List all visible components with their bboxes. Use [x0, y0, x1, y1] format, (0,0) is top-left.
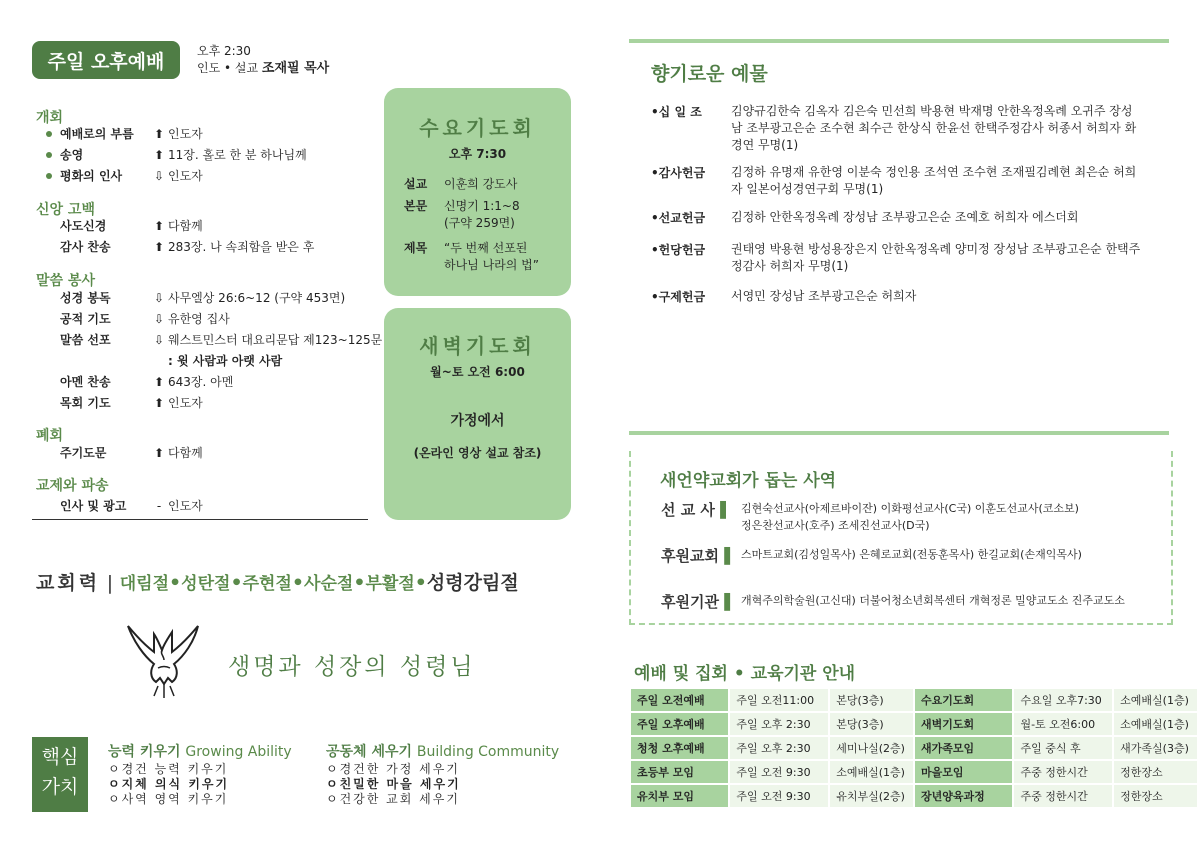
value-col1-title: 능력 키우기 Growing Ability: [108, 744, 292, 760]
bullet: [46, 173, 52, 179]
order-item: 공적 기도 ⇩ 유한영 집사: [60, 311, 230, 326]
order-item: 말씀 선포 ⇩ 웨스트민스터 대요리문답 제123~125문: [60, 332, 383, 347]
wednesday-row: 제목 “두 번째 선포된: [404, 241, 528, 255]
lead-name: 조재필 목사: [261, 61, 330, 76]
wednesday-row: (구약 259면): [444, 216, 515, 230]
mission-row: 후원교회 ▌ 스마트교회(김성일목사) 은혜로교회(전동훈목사) 한길교회(손재익목사): [661, 547, 1082, 565]
divider: [629, 431, 1169, 435]
mission-row: 후원기관 ▌ 개혁주의학술원(고신대) 더불어청소년회복센터 개혁정론 밀양교도소 진주교도소: [661, 593, 1125, 611]
offerings-title: 향기로운 예물: [651, 63, 768, 85]
value-col2-title: 공동체 세우기 Building Community: [326, 744, 560, 760]
calendar-label: 교회력: [36, 572, 101, 594]
order-item: 성경 봉독 ⇩ 사무엘상 26:6~12 (구약 453면): [60, 290, 346, 305]
offering-row: •구제헌금 서영민 장성남 조부광고은순 허희자: [651, 289, 917, 304]
divider: [32, 519, 368, 520]
section-closing: 폐회: [36, 428, 64, 444]
offering-row: •헌당헌금 권태영 박용현 방성용장은지 안한옥정옥례 양미정 장성남 조부광고은순 한택주 정감사 허희자 무명(1): [651, 242, 1141, 273]
core-values-badge: 핵심 가치: [32, 737, 88, 812]
service-time: 오후 2:30: [197, 44, 251, 58]
offering-row: •선교헌금 김정하 안한옥정옥례 장성남 조부광고은순 조예호 허희자 에스더회: [651, 210, 1079, 225]
dawn-place: 가정에서: [450, 413, 505, 429]
bullet: [46, 131, 52, 137]
wednesday-row: 하나님 나라의 법”: [444, 258, 539, 272]
wednesday-time: 오후 7:30: [448, 147, 507, 161]
schedule-table: [629, 687, 1199, 809]
order-item: 평화의 인사 ⇩ 인도자: [60, 168, 203, 183]
motto: 생명과 성장의 성령님: [228, 654, 476, 680]
table-row: 주일 오후예배 주일 오후 2:30 본당(3층) 새벽기도회 월-토 오전6:00 소예배실(1층): [631, 713, 1197, 735]
table-row: 청청 오후예배 주일 오후 2:30 세미나실(2층) 새가족모임 주일 중식 후 새가족실(3층): [631, 737, 1197, 759]
order-item: 송영 ⬆ 11장. 홀로 한 분 하나님께: [60, 147, 307, 162]
value-col2-items: ㅇ경건한 가정 세우기 ㅇ친밀한 마을 세우기 ㅇ건강한 교회 세우기: [326, 762, 461, 806]
order-item: 사도신경 ⬆ 다함께: [60, 218, 203, 233]
order-item: 목회 기도 ⬆ 인도자: [60, 395, 203, 410]
schedule-title: 예배 및 집회 • 교육기관 안내: [634, 664, 856, 684]
section-word: 말씀 봉사: [36, 273, 95, 289]
wednesday-row: 본문 신명기 1:1~8: [404, 199, 520, 213]
order-item: 인사 및 광고 - 인도자: [60, 498, 203, 513]
order-item: 감사 찬송 ⬆ 283장. 나 속죄함을 받은 후: [60, 239, 315, 254]
section-confession: 신앙 고백: [36, 202, 95, 218]
offering-row: •감사헌금 김정하 유명재 유한영 이분숙 정인용 조석연 조수현 조재필김례현 최은순 허희자 일본어성경연구회 무명(1): [651, 165, 1137, 196]
church-calendar: 교회력 | 대림절•성탄절•주현절•사순절•부활절•성령강림절: [36, 572, 519, 594]
dove-icon: [124, 620, 204, 702]
lead-prefix: 인도 • 설교: [197, 61, 259, 75]
afternoon-service-info: [197, 43, 329, 77]
table-row: 유치부 모임 주일 오전 9:30 유치부실(2층) 장년양육과정 주중 정한시간 정한장소: [631, 785, 1197, 807]
current-season: 성령강림절: [426, 572, 519, 594]
mission-row: 선 교 사 ▌ 김현숙선교사(아제르바이잔) 이화평선교사(C국) 이훈도선교사(코소보) 정은찬선교사(호주) 조세진선교사(D국): [661, 501, 1079, 532]
table-row: 초등부 모임 주일 오전 9:30 소예배실(1층) 마을모임 주중 정한시간 정한장소: [631, 761, 1197, 783]
section-opening: 개회: [36, 110, 64, 126]
divider: [629, 39, 1169, 43]
missions-title: 새언약교회가 돕는 사역: [660, 471, 837, 491]
order-item: 주기도문 ⬆ 다함께: [60, 445, 203, 460]
order-item: 예배로의 부름 ⬆ 인도자: [60, 126, 203, 141]
dawn-title: 새벽기도회: [419, 334, 536, 358]
order-item-subtitle: : 윗 사람과 아랫 사람: [168, 354, 283, 368]
dawn-prayer-box: [384, 308, 571, 520]
dawn-note: (온라인 영상 설교 참조): [413, 446, 542, 460]
offering-row: •십 일 조 김양규김한숙 김옥자 김은숙 민선희 박용현 박재명 안한옥정옥례 오귀주 장성남 조부광고은순 조수현 최수근 한상식 한윤선 한택주정감사 허종서 허희자 화경연 무명(1): [651, 104, 1137, 152]
dawn-time: 월~토 오전 6:00: [430, 365, 525, 379]
wednesday-title: 수요기도회: [419, 116, 536, 140]
value-col1-items: ㅇ경건 능력 키우기 ㅇ지체 의식 키우기 ㅇ사역 영역 키우기: [108, 762, 230, 806]
bullet: [46, 152, 52, 158]
wednesday-prayer-box: [384, 88, 571, 296]
table-row: 주일 오전예배 주일 오전11:00 본당(3층) 수요기도회 수요일 오후7:30 소예배실(1층): [631, 689, 1197, 711]
afternoon-service-title: 주일 오후예배: [32, 41, 180, 79]
wednesday-row: 설교 이훈희 강도사: [404, 177, 518, 191]
order-item: 아멘 찬송 ⬆ 643장. 아멘: [60, 374, 234, 389]
section-sending: 교제와 파송: [36, 478, 109, 494]
